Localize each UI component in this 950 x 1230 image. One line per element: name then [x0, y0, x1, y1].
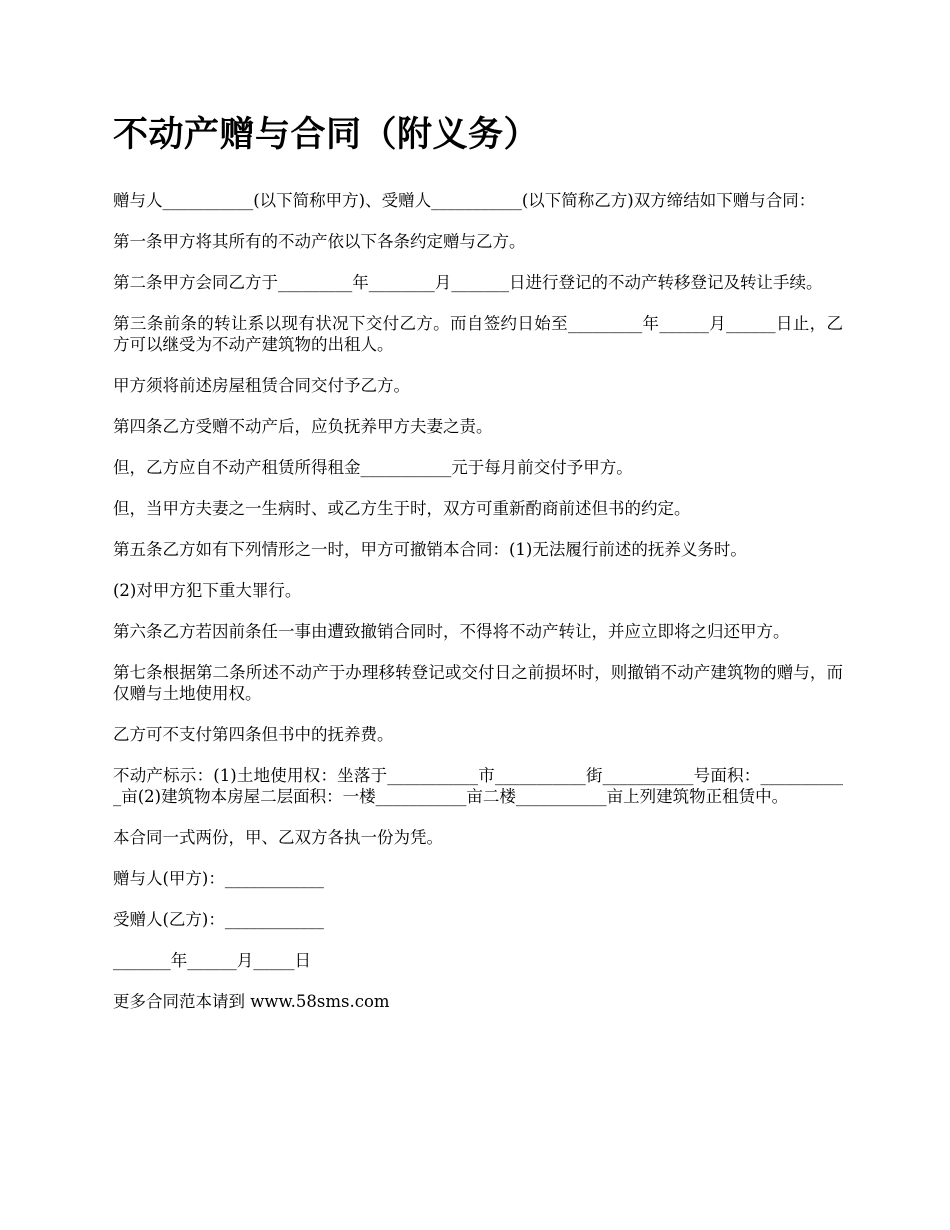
- date-line: _______年______月_____日: [113, 951, 311, 970]
- document-title: 不动产赠与合同（附义务）: [113, 114, 540, 155]
- intro-paragraph: 赠与人___________(以下简称甲方)、受赠人___________(以下简称乙方)双方缔结如下赠与合同：: [113, 191, 816, 210]
- document-page: [113, 112, 843, 1032]
- article-5-item-2-paragraph: (2)对甲方犯下重大罪行。: [113, 581, 302, 600]
- property-description-paragraph: 不动产标示：(1)土地使用权：坐落于___________市___________街___________号面积：___________亩(2)建筑物本房屋二层面积：一楼___________亩二楼___________亩上列建筑物正租赁中。: [113, 766, 843, 806]
- article-3-paragraph: 第三条前条的转让系以现有状况下交付乙方。而自签约日始至_________年______月______日止，乙方可以继受为不动产建筑物的出租人。: [113, 314, 843, 354]
- lease-handover-paragraph: 甲方须将前述房屋租赁合同交付予乙方。: [113, 376, 410, 395]
- maintenance-fee-paragraph: 乙方可不支付第四条但书中的抚养费。: [113, 725, 394, 744]
- article-7-paragraph: 第七条根据第二条所述不动产于办理移转登记或交付日之前损坏时，则撤销不动产建筑物的赠与，而仅赠与土地使用权。: [113, 663, 843, 703]
- article-1-paragraph: 第一条甲方将其所有的不动产依以下各条约定赠与乙方。: [113, 232, 526, 251]
- article-2-paragraph: 第二条甲方会同乙方于_________年________月_______日进行登记的不动产转移登记及转让手续。: [113, 273, 823, 292]
- donee-signature-line: 受赠人(乙方)：____________: [113, 910, 324, 929]
- article-5-paragraph: 第五条乙方如有下列情形之一时，甲方可撤销本合同：(1)无法履行前述的抚养义务时。: [113, 540, 747, 559]
- footer-website-line: 更多合同范本请到 www.58sms.com: [113, 992, 390, 1011]
- rent-proviso-paragraph: 但，乙方应自不动产租赁所得租金___________元于每月前交付予甲方。: [113, 458, 633, 477]
- copies-paragraph: 本合同一式两份，甲、乙双方各执一份为凭。: [113, 828, 443, 847]
- article-4-paragraph: 第四条乙方受赠不动产后，应负抚养甲方夫妻之责。: [113, 417, 493, 436]
- renegotiation-paragraph: 但，当甲方夫妻之一生病时、或乙方生于时，双方可重新酌商前述但书的约定。: [113, 499, 691, 518]
- donor-signature-line: 赠与人(甲方)：____________: [113, 869, 324, 888]
- article-6-paragraph: 第六条乙方若因前条任一事由遭致撤销合同时，不得将不动产转让，并应立即将之归还甲方。: [113, 622, 790, 641]
